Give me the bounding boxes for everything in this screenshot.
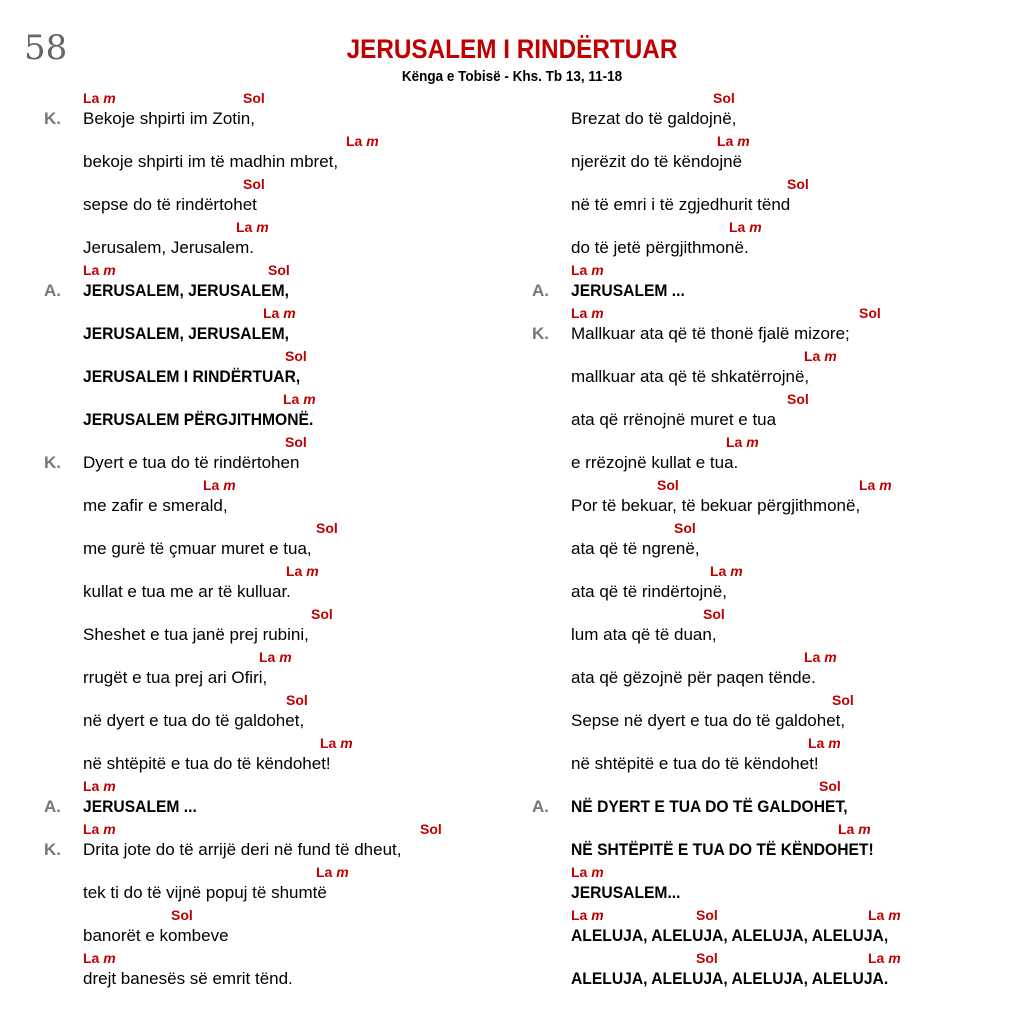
chord-suffix: m xyxy=(103,90,116,106)
chord-suffix: m xyxy=(879,477,892,493)
lyric-line xyxy=(36,219,506,262)
chord-suffix: m xyxy=(858,821,871,837)
chord-suffix: m xyxy=(824,649,837,665)
chord-label xyxy=(868,907,901,923)
song-subtitle: Kënga e Tobisë - Khs. Tb 13, 11-18 xyxy=(401,68,623,85)
chord-name: La xyxy=(346,133,363,149)
lyric-line xyxy=(524,563,994,606)
chord-name: La xyxy=(868,950,885,966)
lyric-text: drejt banesës së emrit tënd. xyxy=(83,969,293,988)
part-marker: K. xyxy=(44,453,61,472)
chord-name: La xyxy=(571,305,588,321)
chord-label xyxy=(717,133,750,149)
chord-suffix: m xyxy=(737,133,750,149)
lyric-line xyxy=(36,520,506,563)
chord-name: La xyxy=(316,864,333,880)
lyric-text: JERUSALEM PËRGJITHMONË. xyxy=(83,410,314,429)
chord-suffix: m xyxy=(828,735,841,751)
chord-label xyxy=(838,821,871,837)
chord-label xyxy=(729,219,762,235)
chord-suffix: m xyxy=(103,821,116,837)
chord-name: Sol xyxy=(696,907,718,923)
part-marker: A. xyxy=(44,281,61,300)
lyric-text: JERUSALEM ... xyxy=(83,797,197,816)
chord-name: Sol xyxy=(268,262,290,278)
lyric-text: JERUSALEM... xyxy=(571,883,681,902)
lyric-line xyxy=(36,864,506,907)
lyric-line xyxy=(36,563,506,606)
chord-name: Sol xyxy=(787,391,809,407)
chord-name: Sol xyxy=(713,90,735,106)
chord-name: Sol xyxy=(171,907,193,923)
chord-suffix: m xyxy=(223,477,236,493)
lyric-text: me zafir e smerald, xyxy=(83,496,228,515)
chord-label xyxy=(268,262,290,278)
part-marker: K. xyxy=(44,109,61,128)
song-title: JERUSALEM I RINDËRTUAR xyxy=(346,34,678,64)
chord-name: Sol xyxy=(703,606,725,622)
lyric-text: ata që gëzojnë për paqen tënde. xyxy=(571,668,816,687)
lyric-text: Mallkuar ata që të thonë fjalë mizore; xyxy=(571,324,850,343)
chord-label xyxy=(283,391,316,407)
chord-suffix: m xyxy=(306,563,319,579)
lyric-text: e rrëzojnë kullat e tua. xyxy=(571,453,739,472)
lyric-text: Brezat do të galdojnë, xyxy=(571,109,737,128)
lyric-line xyxy=(524,90,994,133)
chord-suffix: m xyxy=(279,649,292,665)
chord-name: La xyxy=(808,735,825,751)
chord-label xyxy=(868,950,901,966)
chord-suffix: m xyxy=(591,864,604,880)
lyric-line xyxy=(524,262,994,305)
chord-label xyxy=(571,262,604,278)
lyric-text: në të emri i të zgjedhurit tënd xyxy=(571,195,791,214)
chord-label xyxy=(320,735,353,751)
lyric-text: bekoje shpirti im të madhin mbret, xyxy=(83,152,339,171)
lyric-text: JERUSALEM I RINDËRTUAR, xyxy=(83,367,301,386)
chord-label xyxy=(571,907,604,923)
lyric-line xyxy=(36,907,506,950)
chord-suffix: m xyxy=(746,434,759,450)
chord-label xyxy=(236,219,269,235)
chord-label xyxy=(316,864,349,880)
lyric-line xyxy=(524,864,994,907)
lyric-text: sepse do të rindërtohet xyxy=(83,195,257,214)
chord-label xyxy=(804,649,837,665)
chord-name: La xyxy=(83,778,100,794)
chord-suffix: m xyxy=(283,305,296,321)
chord-name: La xyxy=(726,434,743,450)
chord-label xyxy=(311,606,333,622)
lyric-text: ALELUJA, ALELUJA, ALELUJA, ALELUJA, xyxy=(571,926,889,945)
lyric-line xyxy=(524,434,994,477)
chord-suffix: m xyxy=(749,219,762,235)
chord-label xyxy=(285,434,307,450)
lyric-text: lum ata që të duan, xyxy=(571,625,717,644)
lyric-text: do të jetë përgjithmonë. xyxy=(571,238,749,257)
chord-suffix: m xyxy=(336,864,349,880)
lyric-text: në dyert e tua do të galdohet, xyxy=(83,711,305,730)
chord-label xyxy=(286,692,308,708)
chord-name: Sol xyxy=(819,778,841,794)
chord-name: Sol xyxy=(832,692,854,708)
chord-suffix: m xyxy=(366,133,379,149)
chord-name: La xyxy=(203,477,220,493)
chord-name: La xyxy=(717,133,734,149)
chord-label xyxy=(83,821,116,837)
chord-name: La xyxy=(83,821,100,837)
chord-label xyxy=(787,391,809,407)
chord-label xyxy=(83,262,116,278)
lyric-line xyxy=(524,391,994,434)
chord-suffix: m xyxy=(591,305,604,321)
chord-label xyxy=(696,907,718,923)
chord-name: Sol xyxy=(285,348,307,364)
lyric-text: rrugët e tua prej ari Ofiri, xyxy=(83,668,268,687)
chord-name: Sol xyxy=(316,520,338,536)
lyric-text: NË DYERT E TUA DO TË GALDOHET, xyxy=(571,797,848,816)
lyric-line xyxy=(36,649,506,692)
chord-name: Sol xyxy=(311,606,333,622)
chord-suffix: m xyxy=(303,391,316,407)
lyric-text: Dyert e tua do të rindërtohen xyxy=(83,453,300,472)
chord-name: Sol xyxy=(243,176,265,192)
lyric-line xyxy=(36,434,506,477)
chord-name: La xyxy=(729,219,746,235)
chord-name: Sol xyxy=(243,90,265,106)
chord-label xyxy=(316,520,338,536)
lyric-line xyxy=(524,176,994,219)
chord-label xyxy=(83,950,116,966)
chord-label xyxy=(787,176,809,192)
chord-label xyxy=(171,907,193,923)
chord-label xyxy=(571,864,604,880)
part-marker: A. xyxy=(44,797,61,816)
lyric-line xyxy=(36,262,506,305)
lyrics-column-right xyxy=(524,90,994,993)
chord-name: La xyxy=(838,821,855,837)
lyric-text: Sheshet e tua janë prej rubini, xyxy=(83,625,309,644)
lyric-line xyxy=(36,477,506,520)
chord-label xyxy=(657,477,679,493)
chord-label xyxy=(259,649,292,665)
chord-suffix: m xyxy=(730,563,743,579)
chord-label xyxy=(819,778,841,794)
chord-label xyxy=(285,348,307,364)
lyric-line xyxy=(36,950,506,993)
lyric-line xyxy=(36,348,506,391)
chord-name: La xyxy=(236,219,253,235)
lyric-text: Por të bekuar, të bekuar përgjithmonë, xyxy=(571,496,861,515)
lyric-line xyxy=(524,821,994,864)
lyric-text: NË SHTËPITË E TUA DO TË KËNDOHET! xyxy=(571,840,874,859)
chord-label xyxy=(286,563,319,579)
chord-name: Sol xyxy=(420,821,442,837)
lyric-line xyxy=(524,133,994,176)
chord-label xyxy=(674,520,696,536)
chord-label xyxy=(804,348,837,364)
lyric-line xyxy=(524,778,994,821)
chord-label xyxy=(726,434,759,450)
chord-suffix: m xyxy=(591,907,604,923)
lyric-line xyxy=(36,778,506,821)
chord-suffix: m xyxy=(824,348,837,364)
lyric-line xyxy=(36,692,506,735)
chord-name: Sol xyxy=(859,305,881,321)
chord-name: La xyxy=(286,563,303,579)
page-number: 58 xyxy=(24,28,68,68)
chord-name: La xyxy=(259,649,276,665)
lyric-line xyxy=(36,305,506,348)
lyric-line xyxy=(524,305,994,348)
lyric-text: Bekoje shpirti im Zotin, xyxy=(83,109,255,128)
chord-label xyxy=(696,950,718,966)
chord-name: Sol xyxy=(787,176,809,192)
lyric-line xyxy=(524,950,994,993)
part-marker: A. xyxy=(532,797,549,816)
chord-name: La xyxy=(804,649,821,665)
chord-name: Sol xyxy=(674,520,696,536)
lyric-text: banorët e kombeve xyxy=(83,926,229,945)
chord-name: Sol xyxy=(696,950,718,966)
chord-name: La xyxy=(83,950,100,966)
lyric-text: në shtëpitë e tua do të këndohet! xyxy=(571,754,819,773)
lyric-text: JERUSALEM ... xyxy=(571,281,685,300)
chord-label xyxy=(243,176,265,192)
lyric-text: ata që të rindërtojnë, xyxy=(571,582,727,601)
lyric-line xyxy=(524,735,994,778)
chord-name: La xyxy=(320,735,337,751)
lyric-text: tek ti do të vijnë popuj të shumtë xyxy=(83,883,327,902)
chord-label xyxy=(710,563,743,579)
part-marker: K. xyxy=(532,324,549,343)
chord-name: Sol xyxy=(657,477,679,493)
lyric-line xyxy=(36,391,506,434)
lyric-text: ata që rrënojnë muret e tua xyxy=(571,410,777,429)
chord-label xyxy=(420,821,442,837)
lyric-line xyxy=(524,649,994,692)
chord-suffix: m xyxy=(888,907,901,923)
chord-label xyxy=(263,305,296,321)
chord-suffix: m xyxy=(103,778,116,794)
lyric-line xyxy=(524,477,994,520)
lyric-text: me gurë të çmuar muret e tua, xyxy=(83,539,312,558)
chord-label xyxy=(808,735,841,751)
chord-label xyxy=(859,305,881,321)
chord-label xyxy=(243,90,265,106)
lyric-line xyxy=(524,348,994,391)
lyric-text: njerëzit do të këndojnë xyxy=(571,152,743,171)
chord-name: Sol xyxy=(286,692,308,708)
lyric-text: Drita jote do të arrijë deri në fund të dheut, xyxy=(83,840,402,859)
lyric-line xyxy=(36,735,506,778)
lyric-text: kullat e tua me ar të kulluar. xyxy=(83,582,291,601)
chord-suffix: m xyxy=(340,735,353,751)
lyric-line xyxy=(36,176,506,219)
chord-name: La xyxy=(868,907,885,923)
lyric-line xyxy=(36,821,506,864)
chord-name: La xyxy=(804,348,821,364)
chord-label xyxy=(571,305,604,321)
lyric-text: Jerusalem, Jerusalem. xyxy=(83,238,255,257)
chord-suffix: m xyxy=(256,219,269,235)
chord-suffix: m xyxy=(103,262,116,278)
chord-label xyxy=(346,133,379,149)
lyric-text: Sepse në dyert e tua do të galdohet, xyxy=(571,711,846,730)
lyric-text: mallkuar ata që të shkatërrojnë, xyxy=(571,367,810,386)
lyric-line xyxy=(36,90,506,133)
chord-label xyxy=(203,477,236,493)
lyric-line xyxy=(36,133,506,176)
lyric-text: ALELUJA, ALELUJA, ALELUJA, ALELUJA. xyxy=(571,969,889,988)
lyric-text: JERUSALEM, JERUSALEM, xyxy=(83,324,289,343)
chord-label xyxy=(832,692,854,708)
lyric-line xyxy=(524,907,994,950)
chord-label xyxy=(859,477,892,493)
chord-name: La xyxy=(859,477,876,493)
chord-name: La xyxy=(83,262,100,278)
chord-label xyxy=(713,90,735,106)
lyric-line xyxy=(524,692,994,735)
lyric-line xyxy=(524,606,994,649)
chord-name: La xyxy=(283,391,300,407)
chord-name: La xyxy=(571,864,588,880)
chord-label xyxy=(83,778,116,794)
chord-label xyxy=(703,606,725,622)
part-marker: K. xyxy=(44,840,61,859)
chord-name: La xyxy=(83,90,100,106)
lyric-line xyxy=(36,606,506,649)
lyrics-column-left xyxy=(36,90,506,993)
chord-name: La xyxy=(571,907,588,923)
lyric-line xyxy=(524,520,994,563)
chord-suffix: m xyxy=(888,950,901,966)
lyric-line xyxy=(524,219,994,262)
part-marker: A. xyxy=(532,281,549,300)
chord-name: La xyxy=(571,262,588,278)
lyric-text: ata që të ngrenë, xyxy=(571,539,700,558)
chord-name: Sol xyxy=(285,434,307,450)
chord-label xyxy=(83,90,116,106)
lyric-text: në shtëpitë e tua do të këndohet! xyxy=(83,754,331,773)
chord-name: La xyxy=(710,563,727,579)
chord-suffix: m xyxy=(591,262,604,278)
lyric-text: JERUSALEM, JERUSALEM, xyxy=(83,281,289,300)
chord-suffix: m xyxy=(103,950,116,966)
chord-name: La xyxy=(263,305,280,321)
